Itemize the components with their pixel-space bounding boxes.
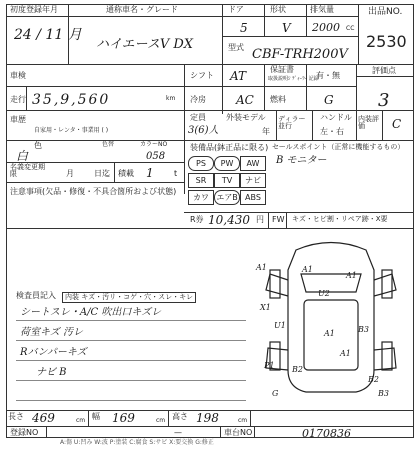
load-label: 積載 [118, 169, 134, 178]
capacity-label: 定員 [190, 113, 206, 122]
color-label: 色 [34, 141, 42, 150]
mileage-value: 35,9,560 [32, 92, 111, 108]
score-label: 評価点 [372, 66, 396, 75]
warranty-value: 有・無 [316, 71, 340, 80]
aircon-label: 冷房 [190, 95, 206, 104]
car-name-label: 通称車名・グレード [106, 5, 178, 14]
exterior-model-value: 年 [262, 127, 270, 136]
width-unit: cm [156, 417, 166, 424]
damage-mark: B2 [368, 375, 379, 384]
load-value: 1 [146, 166, 154, 180]
vehicle-damage-diagram [256, 230, 406, 400]
height-unit: cm [238, 417, 248, 424]
footer-legend: A:傷 U:凹み W:波 P:塗装 C:腐食 S:サビ X:要交換 G:修正 [60, 439, 214, 446]
dealer-label: ディラー並行 [278, 115, 306, 130]
note-line-3: Rバンパーキズ [20, 347, 87, 358]
damage-mark: P1 [264, 361, 275, 370]
inspector-sub: 内装 キズ・汚リ・コゲ・穴・スレ・キレ [62, 292, 196, 303]
note-line-4: ナビ B [36, 367, 67, 378]
width-value: 169 [112, 411, 135, 425]
interior-value: C [392, 117, 402, 131]
handle-label: ハンドル [320, 113, 352, 122]
fuel-label: 燃料 [270, 95, 286, 104]
mileage-unit: km [166, 95, 176, 102]
caution-label: 注意事項(欠品・修復・不具合箇所および状態) [10, 187, 177, 196]
load-unit: t [174, 169, 178, 178]
door-label: ドア [228, 5, 244, 14]
auction-sheet [6, 4, 414, 438]
equipment-item: ABS [240, 190, 266, 205]
month-label: 月 [66, 169, 74, 178]
inspection-label: 車検 [10, 71, 26, 80]
reg-no-dash: — [174, 428, 182, 437]
model-label: 型式 [228, 43, 244, 52]
damage-mark: B3 [358, 325, 369, 334]
damage-legend: キズ・ヒビ割・リペア跡・X要 [292, 215, 388, 223]
lot-value: 2530 [366, 32, 407, 51]
interior-label: 内装評価 [358, 115, 379, 130]
shape-value: V [282, 21, 291, 35]
damage-mark: X1 [260, 303, 271, 312]
history-label: 車歴 [10, 115, 26, 124]
fuel-value: G [324, 93, 334, 107]
mileage-label: 走行 [10, 95, 26, 104]
inspector-label: 検査員記入 [16, 291, 56, 300]
equipment-item: カワ [188, 190, 214, 205]
fw-label: FW [272, 215, 285, 224]
lot-label: 出品NO. [368, 7, 403, 17]
capacity-value: 3(6)人 [188, 125, 219, 136]
color-code: 058 [146, 151, 166, 162]
reg-no-label: 登録NO [10, 428, 39, 437]
displacement-unit: CC [346, 25, 355, 32]
damage-mark: A1 [324, 329, 335, 338]
height-label: 高さ [172, 412, 188, 421]
door-value: 5 [240, 21, 248, 35]
shape-label: 形状 [270, 5, 286, 14]
exterior-model-label: 外装モデル [226, 113, 266, 122]
equipment-label: 装備品(鉢正品に限る) [190, 143, 269, 152]
color-value: 白 [16, 149, 29, 163]
note-line-2: 荷室キズ 汚レ [20, 327, 83, 338]
equipment-item: PW [214, 156, 240, 171]
damage-mark: A1 [340, 349, 351, 358]
chassis-label: 車台NO [224, 428, 253, 437]
damage-mark: A1 [256, 263, 267, 272]
width-label: 幅 [92, 412, 100, 421]
length-value: 469 [32, 411, 55, 425]
r-ticket-label: R券 [190, 215, 204, 224]
damage-mark: A1 [302, 265, 313, 274]
car-name-value: ハイエースV DX [96, 37, 194, 52]
equipment-item: エアB [214, 190, 240, 205]
length-label: 長さ [8, 412, 24, 421]
damage-mark: U2 [318, 289, 330, 298]
displacement-label: 排気量 [310, 5, 334, 14]
note-line-1: シートスレ・A/C 吹出口キズレ [20, 307, 162, 318]
aircon-value: AC [236, 93, 254, 107]
first-reg-value: 24 / 11 月 [14, 27, 82, 43]
selling-point-value: B モニター [276, 155, 327, 166]
equipment-item: ナビ [240, 173, 266, 188]
damage-mark: A1 [346, 271, 357, 280]
chassis-value: 0170836 [302, 427, 351, 440]
day-label: 日迄 [94, 169, 110, 178]
damage-mark: B2 [292, 365, 303, 374]
damage-mark: G [272, 389, 279, 398]
warranty-label: 保証書 [270, 65, 294, 74]
r-ticket-unit: 円 [256, 215, 264, 224]
history-sub: 自家用・レンタ・事業用 ( ) [34, 127, 109, 134]
color-no-label: カラーNO [140, 141, 168, 148]
warranty-sub: 取扱説明ｼ ﾃﾞｨｰﾗｰ 記録 [268, 76, 319, 82]
name-change-label: 名義変更期限 [10, 163, 45, 178]
displacement-value: 2000 [312, 21, 340, 34]
selling-point-label: セールスポイント（正常に機能するもの） [272, 143, 405, 151]
color-change-label: 色替 [102, 141, 115, 148]
damage-mark: U1 [274, 321, 286, 330]
damage-mark: B3 [378, 389, 389, 398]
shift-label: シフト [190, 71, 214, 80]
length-unit: cm [76, 417, 86, 424]
r-ticket-value: 10,430 [208, 213, 250, 227]
handle-value: 左・右 [320, 127, 344, 136]
first-reg-label: 初度登録年月 [10, 5, 58, 14]
shift-value: AT [230, 69, 247, 83]
height-value: 198 [196, 411, 219, 425]
equipment-item: PS [188, 156, 214, 171]
equipment-item: SR [188, 173, 214, 188]
equipment-item: TV [214, 173, 240, 188]
equipment-item: AW [240, 156, 266, 171]
model-value: CBF-TRH200V [252, 47, 348, 62]
score-value: 3 [378, 90, 390, 111]
